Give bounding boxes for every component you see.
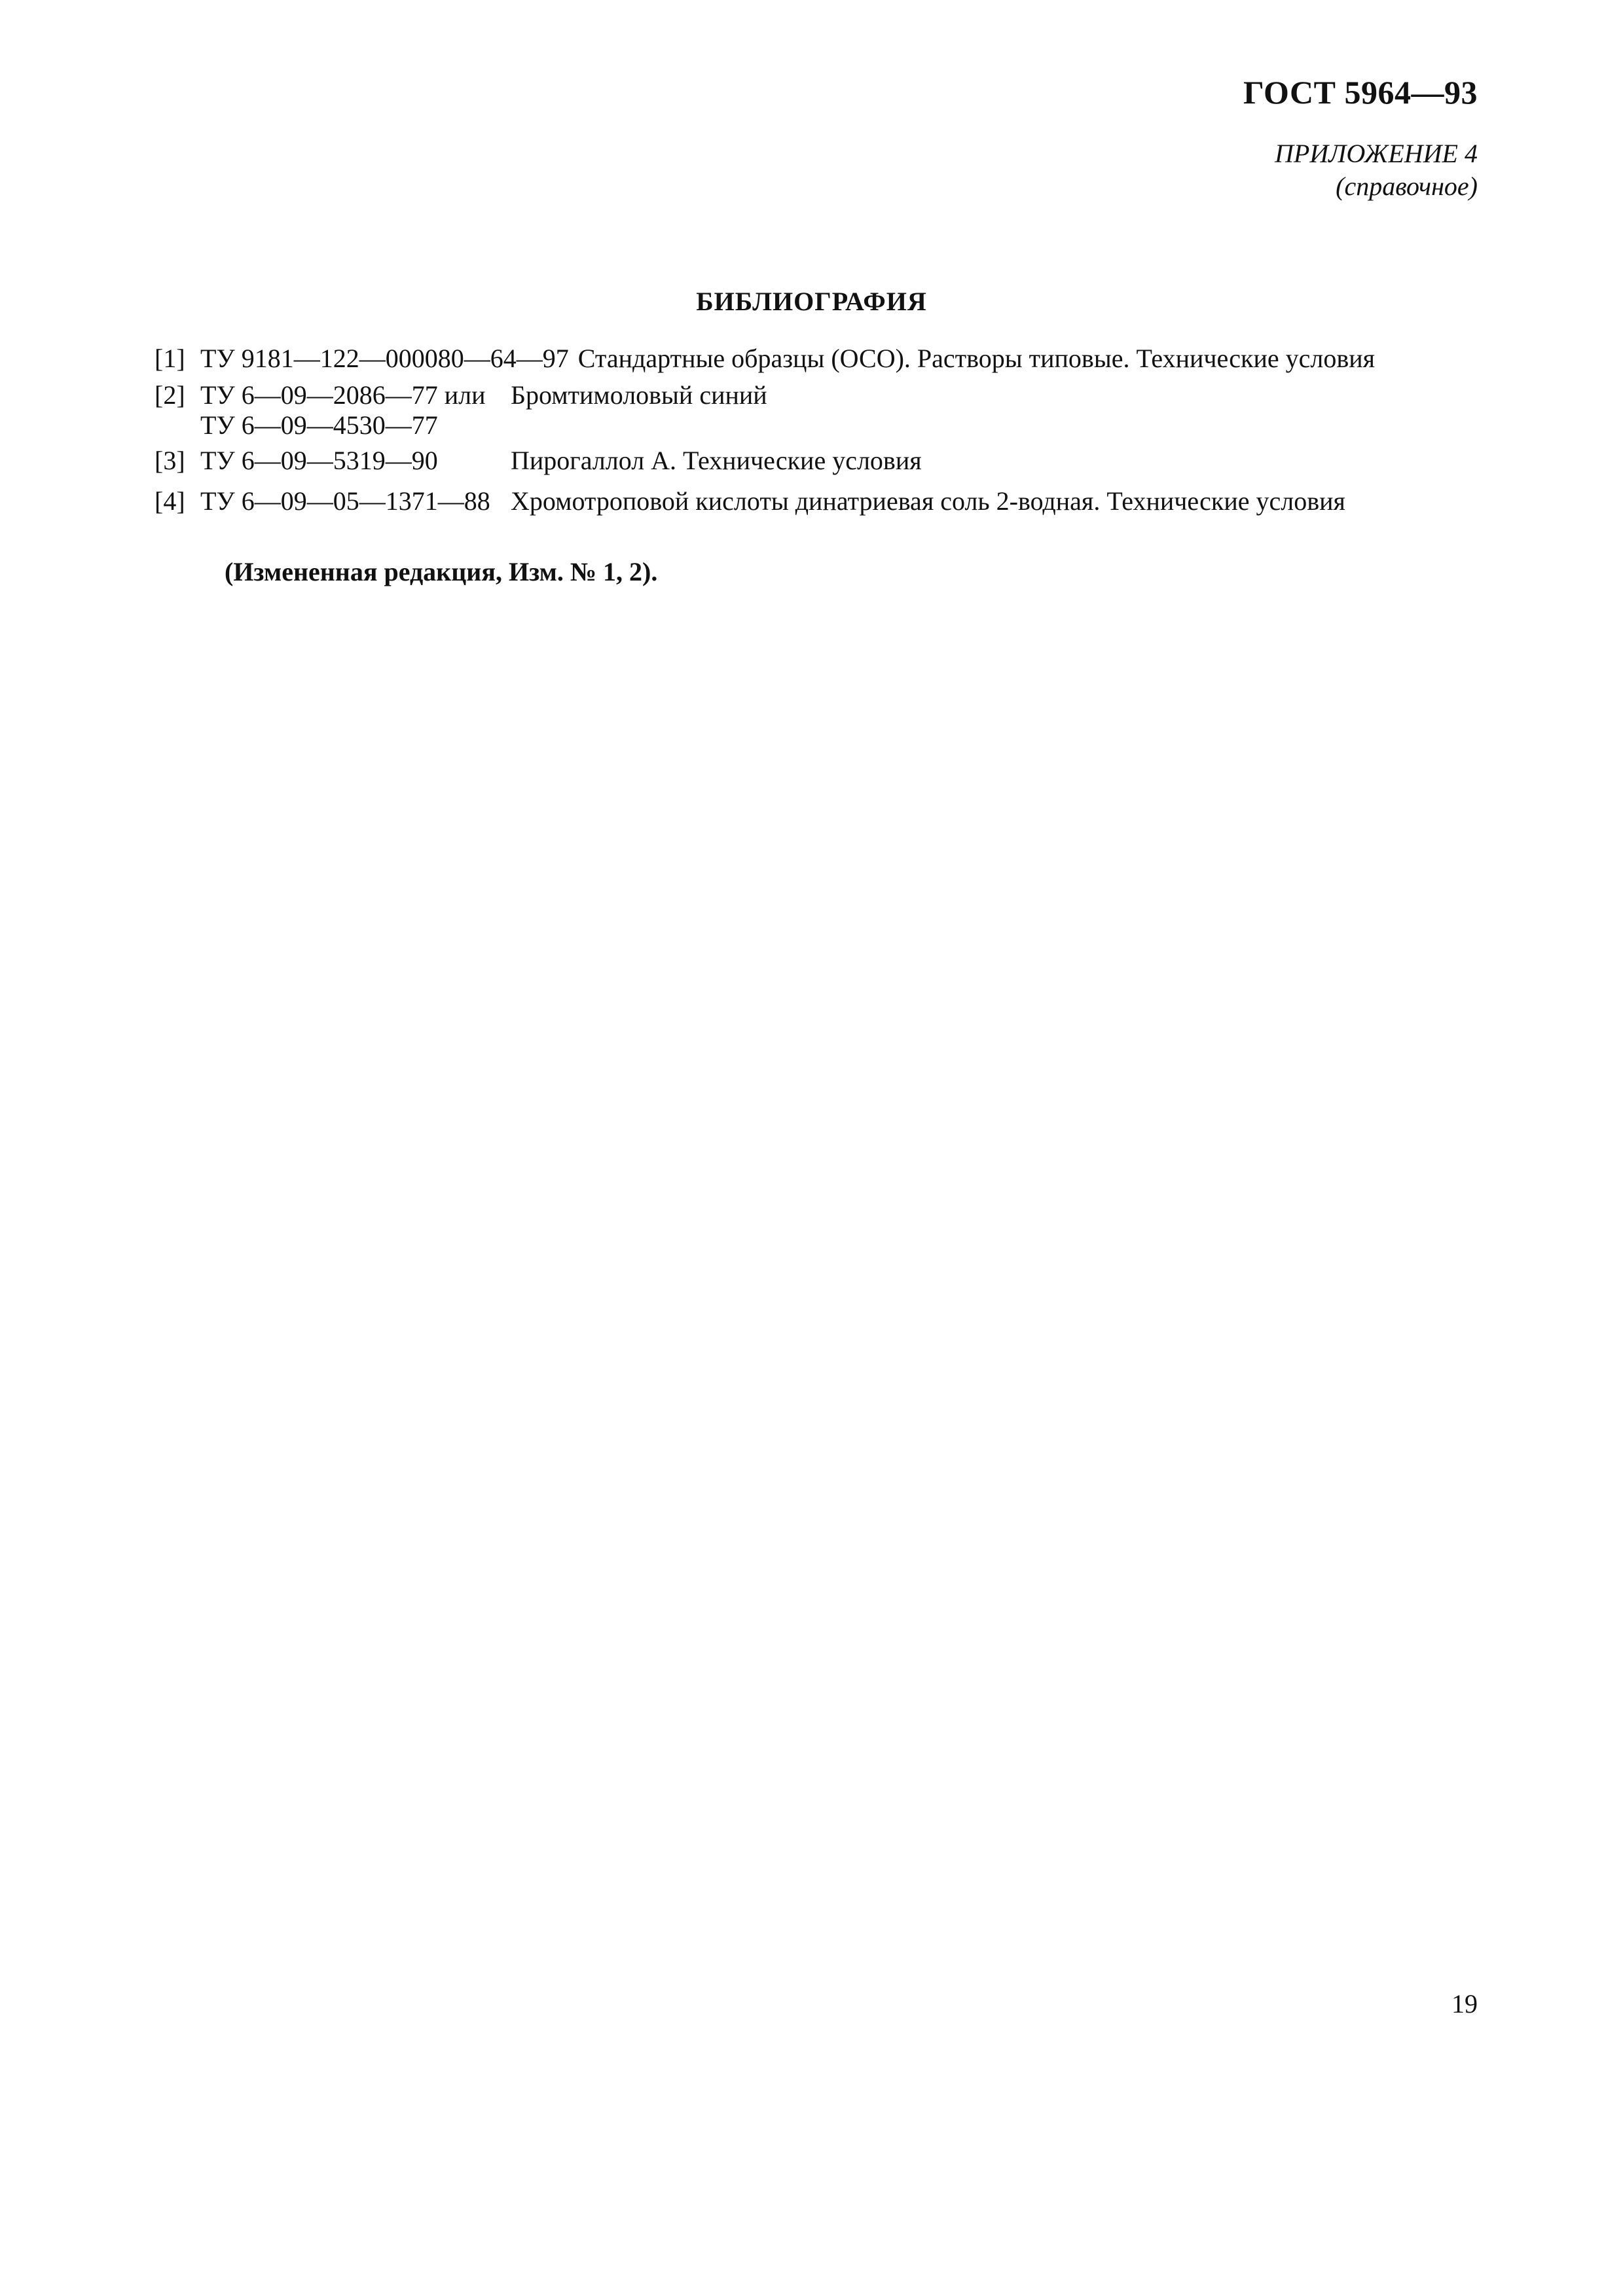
bibliography-code: ТУ 6—09—2086—77 или	[200, 380, 486, 410]
doc-code: ГОСТ 5964—93	[1243, 74, 1478, 111]
bibliography-title: Стандартные образцы (ОСО). Растворы типовые. Технические условия	[577, 344, 1376, 373]
bibliography-item	[155, 486, 1375, 523]
page-number: 19	[1451, 1989, 1478, 2018]
bibliography-title: Бромтимоловый синий	[511, 380, 767, 410]
bibliography-item	[155, 344, 1375, 380]
appendix-title: ПРИЛОЖЕНИЕ 4	[1275, 139, 1478, 168]
bibliography-num: [1]	[155, 344, 185, 373]
appendix-header	[1275, 137, 1478, 203]
revision-note: (Измененная редакция, Изм. № 1, 2).	[225, 557, 658, 586]
bibliography-title: Пирогаллол А. Технические условия	[511, 446, 922, 475]
bibliography-code: ТУ 6—09—5319—90	[200, 446, 438, 475]
bibliography-title: Хромотроповой кислоты динатриевая соль 2-водная. Технические условия	[511, 486, 1345, 516]
section-title: БИБЛИОГРАФИЯ	[696, 287, 927, 316]
bibliography-code-line2: ТУ 6—09—4530—77	[200, 410, 438, 440]
bibliography-code: ТУ 9181—122—000080—64—97	[200, 344, 569, 373]
bibliography-item	[155, 446, 1375, 486]
bibliography-list	[155, 344, 1375, 523]
bibliography-num: [2]	[155, 380, 185, 410]
bibliography-item	[155, 380, 1375, 446]
appendix-kind: (справочное)	[1336, 171, 1478, 201]
bibliography-num: [4]	[155, 486, 185, 516]
bibliography-num: [3]	[155, 446, 185, 475]
bibliography-code: ТУ 6—09—05—1371—88	[200, 486, 490, 516]
